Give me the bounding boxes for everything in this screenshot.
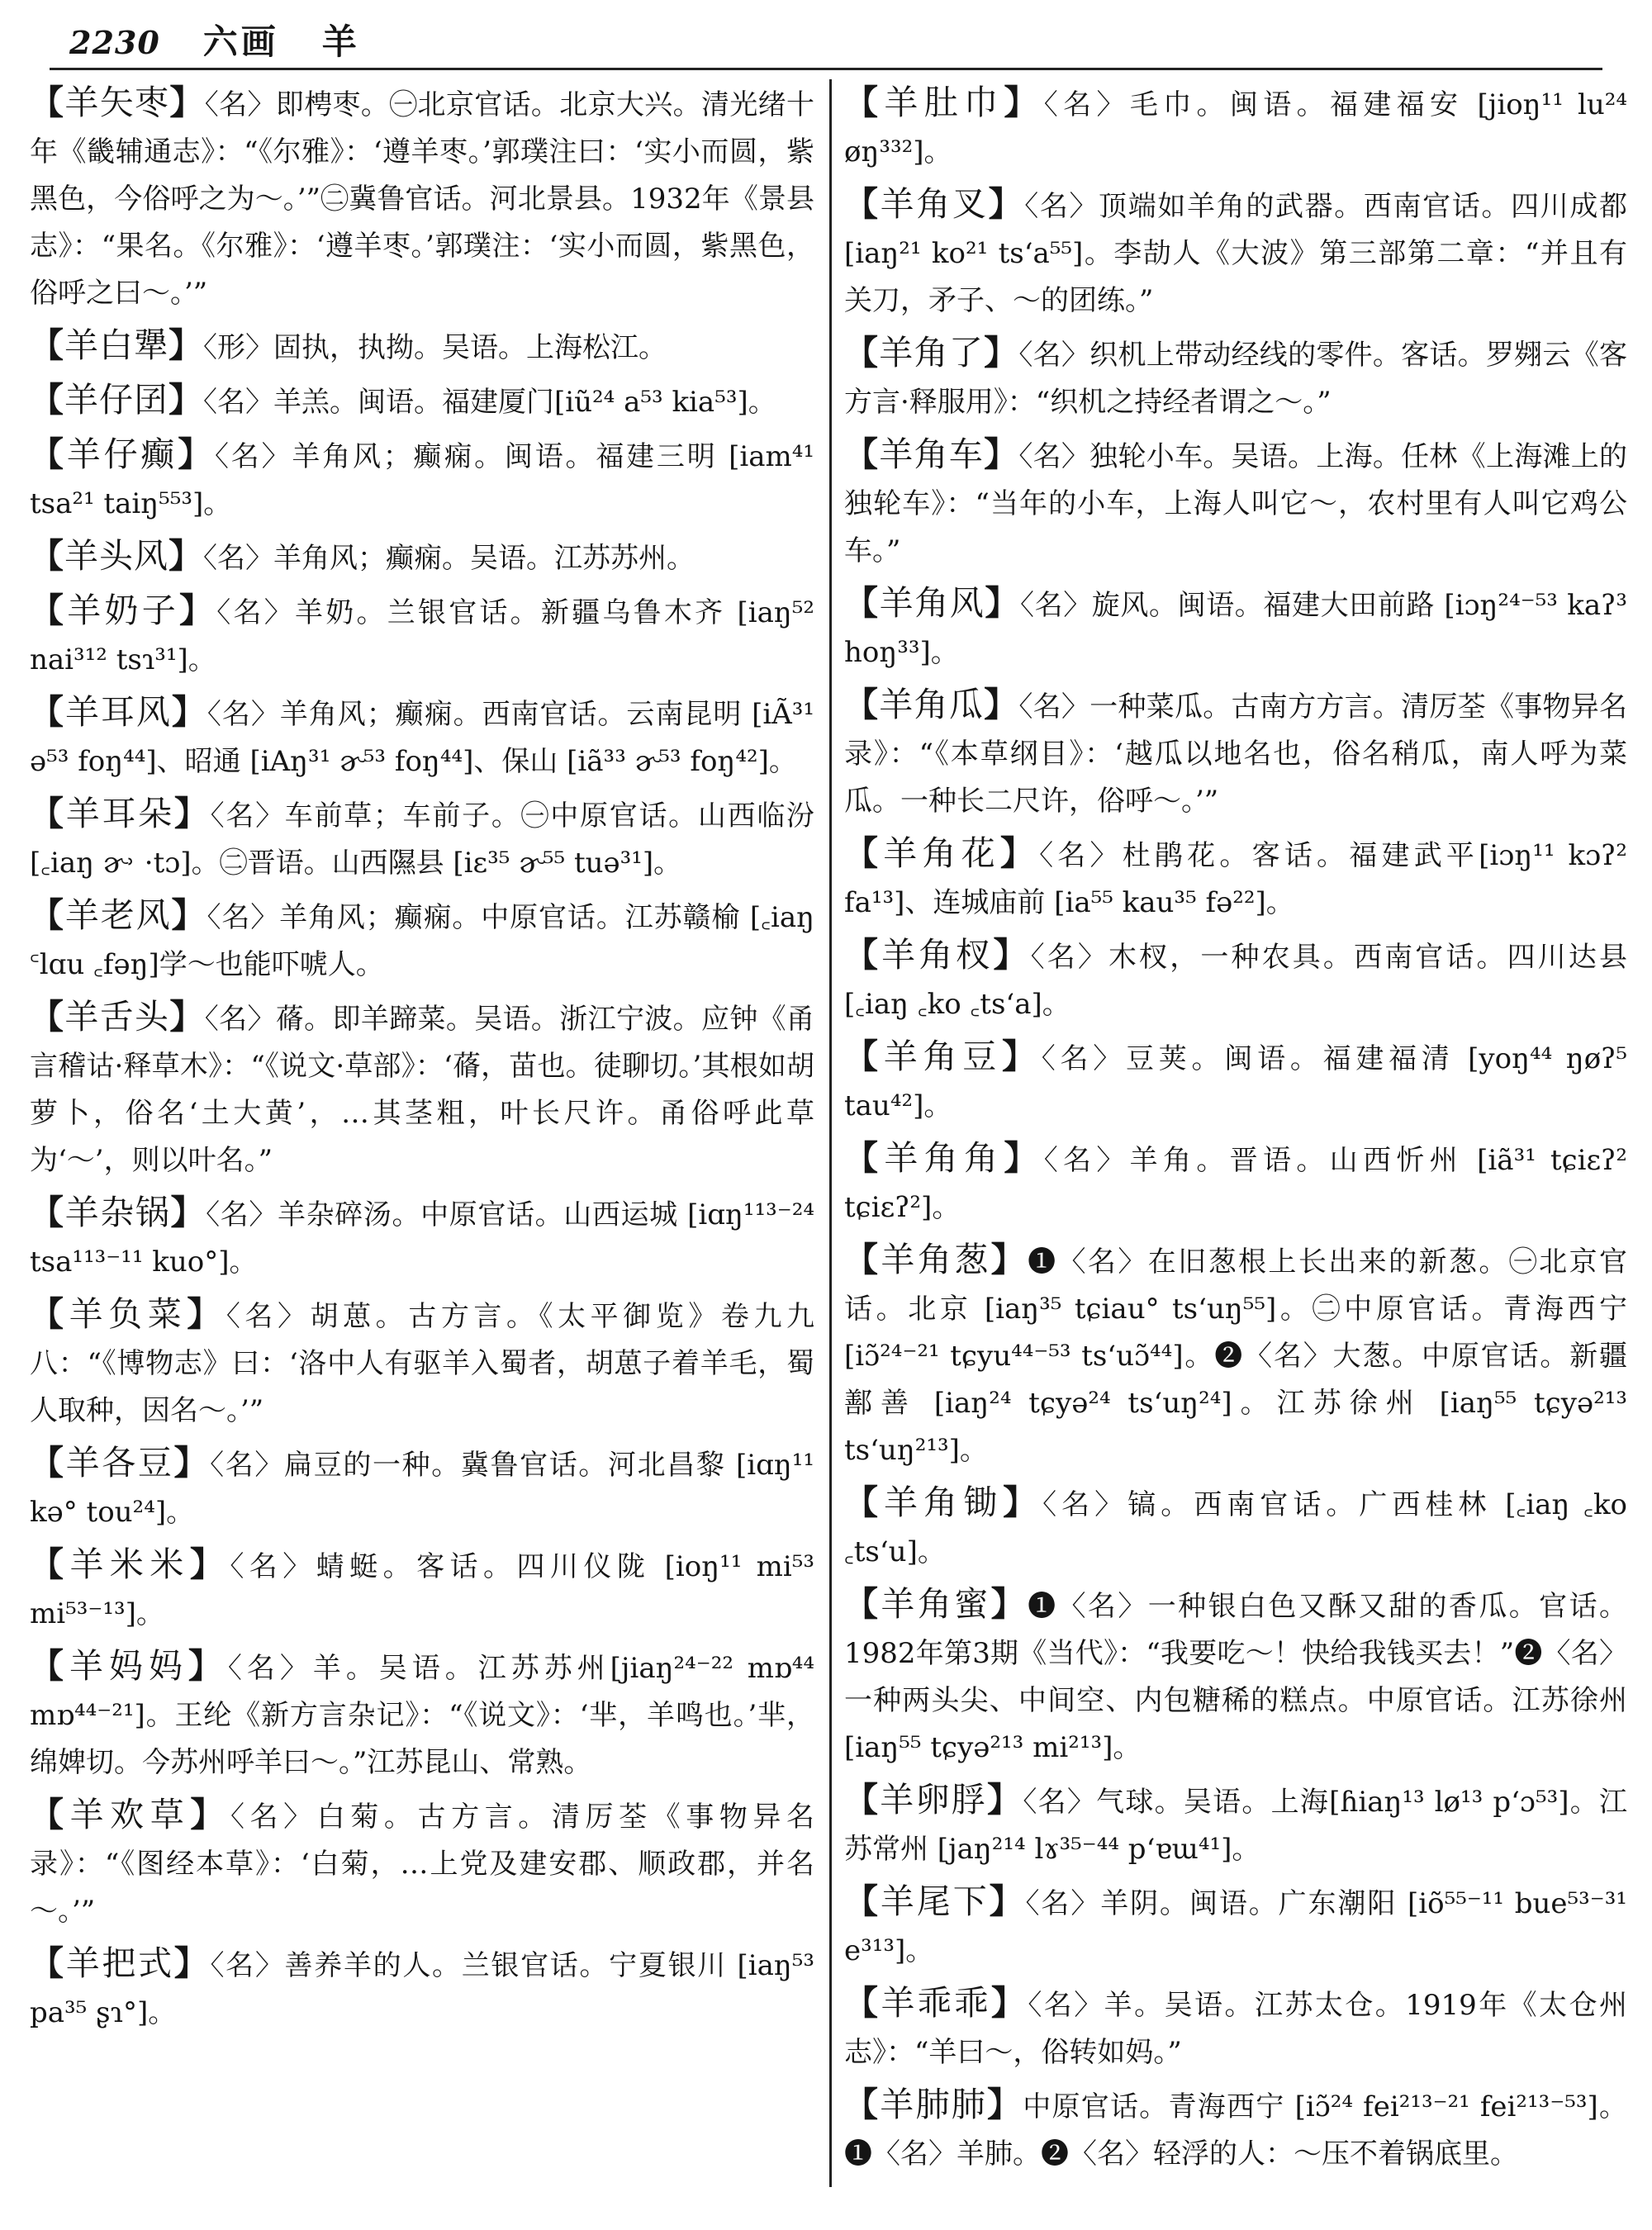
entry-headword: 【 羊角角 】 (844, 1138, 1044, 1178)
entry-headword: 【 羊舌头 】 (30, 997, 205, 1037)
entry-headword: 【 羊角葱 】 (844, 1240, 1028, 1279)
dictionary-entry (30, 892, 814, 989)
entry-definition: 〈名〉蓨。即羊蹄菜。吴语。浙江宁波。应钟《甬言稽诂·释草木》：“《说文·草部》：‘蓨，苗也。徒聊切。’其根如胡萝卜，俗名‘土大黄’，…其茎粗，叶长尺许。甬俗呼此草为‘～’，则以叶名。” (30, 1003, 815, 1177)
entry-headword: 【 羊奶子 】 (30, 591, 216, 630)
dictionary-entry (30, 689, 814, 785)
dictionary-entry (30, 377, 814, 426)
dictionary-entry (844, 681, 1627, 825)
dictionary-entry (30, 533, 814, 582)
dictionary-entry (30, 790, 814, 887)
entry-definition: 〈名〉独轮小车。吴语。上海。任林《上海滩上的独轮车》：“当年的小车，上海人叫它～，农村里有人叫它鸡公车。” (844, 440, 1628, 567)
dictionary-entry (30, 1189, 814, 1286)
entry-headword: 【 羊尾下 】 (844, 1881, 1026, 1921)
dictionary-entry (844, 79, 1627, 176)
entry-definition: 〈名〉善养羊的人。兰银官话。宁夏银川 [iaŋ⁵³ pa³⁵ ʂɿ°]。 (30, 1949, 815, 2029)
entry-definition: 〈名〉一种菜瓜。古南方方言。清厉荃《事物异名录》：“《本草纲目》：‘越瓜以地名也，俗名稍瓜，南人呼为菜瓜。一种长二尺许，俗呼～。’” (844, 690, 1628, 818)
right-column (844, 79, 1627, 2197)
entry-definition: 〈名〉气球。吴语。上海[ɦiaŋ¹³ lø¹³ pʻɔ⁵³]。江苏常州 [jaŋ²¹⁴ lɤ³⁵⁻⁴⁴ pʻɐɯ⁴¹]。 (844, 1786, 1628, 1866)
entry-headword: 【 羊角豆 】 (844, 1037, 1042, 1076)
entry-headword: 【 羊欢草 】 (30, 1795, 230, 1834)
dictionary-entry (30, 431, 814, 528)
entry-headword: 【 羊角花 】 (844, 833, 1039, 873)
dictionary-entry (844, 1135, 1627, 1231)
entry-definition: 〈名〉车前草；车前子。㊀中原官话。山西临汾 [꜀iaŋ ɚ˒ ·tɔ]。㊁晋语。山西隰县 [iɛ³⁵ ɚ⁵⁵ tuə³¹]。 (30, 799, 815, 880)
entry-headword: 【 羊米米 】 (30, 1544, 230, 1584)
dictionary-entry (844, 2081, 1627, 2178)
entry-headword: 【 羊白犟 】 (30, 325, 203, 365)
entry-headword: 【 羊耳风 】 (30, 692, 207, 732)
entry-headword: 【 羊角风 】 (844, 583, 1020, 623)
dictionary-entry (844, 1878, 1627, 1975)
entry-definition: 〈名〉羊角风；癫痫。西南官话。云南昆明 [iÃ³¹ ə⁵³ foŋ⁴⁴]、昭通 [iAŋ³¹ ɚ⁵³ foŋ⁴⁴]、保山 [iã³³ ɚ⁵³ foŋ⁴²]。 (30, 698, 815, 778)
entry-headword: 【 羊角蜜 】 (844, 1584, 1028, 1624)
dictionary-entry (30, 1791, 814, 1935)
dictionary-entry (844, 1980, 1627, 2076)
entry-headword: 【 羊杂锅 】 (30, 1193, 206, 1232)
dictionary-entry (844, 1581, 1627, 1772)
dictionary-entry (844, 580, 1627, 676)
entry-definition: ❶〈名〉在旧葱根上长出来的新葱。㊀北京官话。北京 [iaŋ³⁵ tɕiau° tsʻuŋ⁵⁵]。㊁中原官话。青海西宁 [iɔ̃²⁴⁻²¹ tɕyu⁴⁴⁻⁵³ tsʻuɔ̃⁴⁴]。❷〈名〉大葱。中原官话。新疆鄯善 [iaŋ²⁴ tɕyə²⁴ tsʻuŋ²⁴]。江苏徐州 [iaŋ⁵⁵ tɕyə²¹³ tsʻuŋ²¹³]。 (844, 1245, 1628, 1467)
dictionary-entry (844, 431, 1627, 575)
entry-headword: 【 羊角叉 】 (844, 184, 1024, 224)
dictionary-entry (30, 1440, 814, 1536)
entry-headword: 【 羊各豆 】 (30, 1443, 210, 1483)
entry-definition: 〈名〉羊杂碎汤。中原官话。山西运城 [iɑŋ¹¹³⁻²⁴ tsa¹¹³⁻¹¹ kuo°]。 (30, 1198, 815, 1279)
page-header (69, 15, 1602, 66)
entry-definition: 〈名〉羊角风；癫痫。中原官话。江苏赣榆 [꜀iaŋ ꜂lɑu ꜀fəŋ]学～也能吓唬人。 (30, 901, 815, 981)
entry-headword: 【 羊角杈 】 (844, 935, 1031, 975)
entry-headword: 【 羊仔囝 】 (30, 380, 203, 420)
entry-definition: 中原官话。青海西宁 [iɔ̃²⁴ fei²¹³⁻²¹ fei²¹³⁻⁵³]。❶〈名〉羊肺。❷〈名〉轻浮的人：～压不着锅底里。 (844, 2090, 1628, 2171)
entry-definition: 〈名〉羊角。晋语。山西忻州 [iã³¹ tɕiɛʔ² tɕiɛʔ²]。 (844, 1144, 1628, 1224)
entry-headword: 【 羊仔癫 】 (30, 434, 215, 474)
dictionary-entry (844, 830, 1627, 927)
dictionary-entry (844, 181, 1627, 325)
entry-headword: 【 羊肺肺 】 (844, 2085, 1023, 2124)
entry-headword: 【 羊耳朵 】 (30, 794, 211, 833)
dictionary-entry (844, 1777, 1627, 1873)
entry-definition: 〈名〉即梬枣。㊀北京官话。北京大兴。清光绪十年《畿辅通志》：“《尔雅》：‘遵羊枣。’郭璞注曰：‘实小而圆，紫黑色，今俗呼之为～。’”㊁冀鲁官话。河北景县。1932年《景县志》：“果名。《尔雅》：‘遵羊枣。’郭璞注：‘实小而圆，紫黑色，俗呼之曰～。’” (30, 88, 815, 310)
entry-definition: 〈名〉杜鹃花。客话。福建武平[iɔŋ¹¹ kɔʔ² fa¹³]、连城庙前 [ia⁵⁵ kau³⁵ fə²²]。 (844, 839, 1627, 919)
entry-definition: 〈名〉扁豆的一种。冀鲁官话。河北昌黎 [iɑŋ¹¹ kə° tou²⁴]。 (30, 1449, 815, 1529)
entry-definition: 〈名〉镐。西南官话。广西桂林 [꜀iaŋ ꜀ko ꜀tsʻu]。 (844, 1488, 1628, 1568)
entry-definition: 〈名〉羊奶。兰银官话。新疆乌鲁木齐 [iaŋ⁵² nai³¹² tsɿ³¹]。 (30, 596, 815, 676)
dictionary-entry (30, 1291, 814, 1435)
entry-definition: 〈名〉羊。吴语。江苏苏州[jiaŋ²⁴⁻²² mɒ⁴⁴ mɒ⁴⁴⁻²¹]。王纶《新方言杂记》：“《说文》：‘芈，羊鸣也。’芈，绵婢切。今苏州呼羊曰～。”江苏昆山、常熟。 (30, 1652, 815, 1779)
entry-definition: 〈名〉羊角风；癫痫。闽语。福建三明 [iam⁴¹ tsa²¹ taiŋ⁵⁵³]。 (30, 440, 815, 520)
entry-definition: 〈形〉固执，执拗。吴语。上海松江。 (203, 331, 667, 364)
dictionary-entry (844, 1033, 1627, 1130)
entry-definition: 〈名〉羊羔。闽语。福建厦门[iũ²⁴ a⁵³ kia⁵³]。 (203, 386, 776, 419)
entry-headword: 【 羊角了 】 (844, 333, 1018, 372)
entry-definition: 〈名〉白菊。古方言。清厉荃《事物异名录》：“《图经本草》：‘白菊，…上党及建安郡、顺政郡，并名～。’” (30, 1801, 815, 1928)
entry-definition: 〈名〉木杈，一种农具。西南官话。四川达县 [꜀iaŋ ꜀ko ꜀tsʻa]。 (844, 941, 1627, 1021)
entry-definition: 〈名〉胡葸。古方言。《太平御览》卷九九八：“《博物志》曰：‘洛中人有驱羊入蜀者，胡葸子着羊毛，蜀人取种，因名～。’” (30, 1300, 815, 1427)
dictionary-entry (30, 79, 814, 317)
dictionary-entry (30, 1940, 814, 2037)
section-title: 六画 (202, 21, 279, 62)
entry-definition: 〈名〉顶端如羊角的武器。西南官话。四川成都 [iaŋ²¹ ko²¹ tsʻa⁵⁵]。李劼人《大波》第三部第二章：“并且有关刀，矛子、～的团练。” (844, 190, 1628, 317)
dictionary-entry (844, 1236, 1627, 1474)
header-rule (50, 68, 1602, 70)
entry-headword: 【 羊角锄 】 (844, 1483, 1042, 1522)
left-column (30, 79, 814, 2197)
dictionary-entry (30, 322, 814, 372)
entry-definition: 〈名〉豆荚。闽语。福建福清 [yoŋ⁴⁴ ŋøʔ⁵ tau⁴²]。 (844, 1042, 1628, 1122)
dictionary-entry (844, 330, 1627, 426)
entry-definition: 〈名〉羊阴。闽语。广东潮阳 [iõ⁵⁵⁻¹¹ bue⁵³⁻³¹ e³¹³]。 (844, 1887, 1628, 1967)
entry-definition: 〈名〉蜻蜓。客话。四川仪陇 [ioŋ¹¹ mi⁵³ mi⁵³⁻¹³]。 (30, 1550, 815, 1630)
entry-definition: 〈名〉羊。吴语。江苏太仓。1919年《太仓州志》：“羊曰～，俗转如妈。” (844, 1989, 1628, 2069)
entry-definition: ❶〈名〉一种银白色又酥又甜的香瓜。官话。1982年第3期《当代》：“我要吃～！快给我钱买去！”❷〈名〉一种两头尖、中间空、内包糖稀的糕点。中原官话。江苏徐州 [iaŋ⁵⁵ tɕyə²¹³ mi²¹³]。 (844, 1590, 1628, 1764)
entry-headword: 【 羊负菜 】 (30, 1294, 226, 1334)
entry-headword: 【 羊角车 】 (844, 434, 1018, 474)
dictionary-entry (30, 1643, 814, 1786)
entry-definition: 〈名〉织机上带动经线的零件。客话。罗翙云《客方言·释服用》：“织机之持经者谓之～。” (844, 339, 1628, 419)
dictionary-entry (844, 932, 1627, 1028)
entry-headword: 【 羊妈妈 】 (30, 1646, 228, 1686)
radical-heading: 羊 (321, 21, 360, 62)
entry-headword: 【 羊角瓜 】 (844, 685, 1018, 724)
entry-headword: 【 羊把式 】 (30, 1943, 210, 1983)
page-number: 2230 (69, 24, 160, 61)
dictionary-entry (30, 587, 814, 684)
dictionary-entry (30, 1541, 814, 1638)
entry-headword: 【 羊乖乖 】 (844, 1983, 1028, 2023)
entry-definition: 〈名〉羊角风；癫痫。吴语。江苏苏州。 (203, 542, 695, 575)
entry-headword: 【 羊卵脬 】 (844, 1780, 1023, 1820)
dictionary-entry (30, 994, 814, 1184)
entry-definition: 〈名〉旋风。闽语。福建大田前路 [iɔŋ²⁴⁻⁵³ kaʔ³ hoŋ³³]。 (844, 589, 1628, 669)
entry-headword: 【 羊肚巾 】 (844, 83, 1044, 122)
entry-headword: 【 羊老风 】 (30, 895, 206, 935)
entry-headword: 【 羊矢枣 】 (30, 83, 205, 122)
dictionary-entry (844, 1479, 1627, 1576)
entry-headword: 【 羊头风 】 (30, 536, 203, 576)
entry-definition: 〈名〉毛巾。闽语。福建福安 [jioŋ¹¹ lu²⁴ øŋ³³²]。 (844, 88, 1628, 168)
column-divider (829, 79, 832, 2187)
